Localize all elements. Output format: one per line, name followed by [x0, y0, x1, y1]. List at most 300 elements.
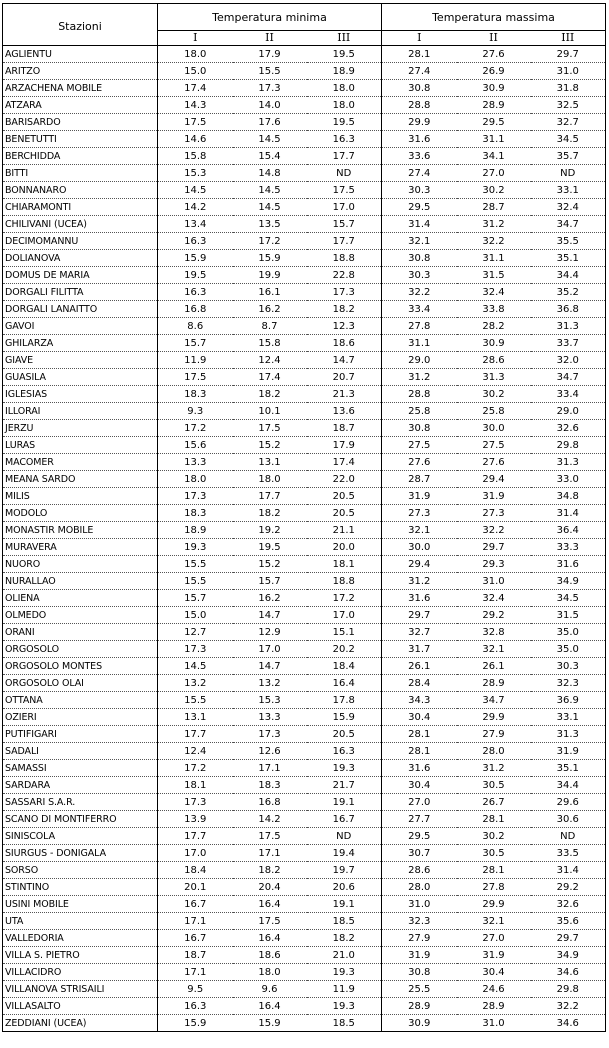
max-temp-period-1-cell: 28.1: [382, 743, 457, 760]
table-row: [3, 845, 606, 862]
min-temp-period-2-cell: 15.8: [233, 335, 307, 352]
max-period-1-header: I: [382, 31, 457, 46]
station-name-cell: MURAVERA: [3, 539, 158, 556]
max-temp-period-2-cell: 27.6: [457, 454, 531, 471]
station-name-cell: IGLESIAS: [3, 386, 158, 403]
table-header: [3, 4, 606, 46]
min-temp-period-2-cell: 17.5: [233, 828, 307, 845]
table-row: [3, 250, 606, 267]
min-temp-period-1-cell: 17.3: [158, 641, 233, 658]
min-temp-period-3-cell: 17.7: [307, 148, 382, 165]
station-name-cell: OLIENA: [3, 590, 158, 607]
table-row: [3, 709, 606, 726]
min-temp-period-2-cell: 16.8: [233, 794, 307, 811]
max-temp-period-2-cell: 31.9: [457, 488, 531, 505]
station-name-cell: DORGALI FILITTA: [3, 284, 158, 301]
max-temp-period-2-cell: 31.2: [457, 760, 531, 777]
station-name-cell: SADALI: [3, 743, 158, 760]
min-temp-period-2-cell: 14.7: [233, 658, 307, 675]
min-temp-period-3-cell: 19.7: [307, 862, 382, 879]
station-name-cell: ARITZO: [3, 63, 158, 80]
table-row: [3, 964, 606, 981]
station-name-cell: NUORO: [3, 556, 158, 573]
min-temp-period-1-cell: 16.3: [158, 233, 233, 250]
max-temp-period-3-cell: 32.7: [531, 114, 606, 131]
min-temp-period-1-cell: 16.3: [158, 998, 233, 1015]
min-temp-period-3-cell: 16.3: [307, 131, 382, 148]
max-temp-period-2-cell: 27.0: [457, 165, 531, 182]
min-temp-period-1-cell: 15.5: [158, 556, 233, 573]
table-row: [3, 403, 606, 420]
max-temp-period-1-cell: 30.8: [382, 80, 457, 97]
max-temp-period-2-cell: 29.4: [457, 471, 531, 488]
max-temp-period-2-cell: 27.3: [457, 505, 531, 522]
min-temp-period-1-cell: 18.0: [158, 46, 233, 63]
station-name-cell: OZIERI: [3, 709, 158, 726]
min-temp-period-3-cell: 21.0: [307, 947, 382, 964]
max-temp-period-3-cell: 29.6: [531, 794, 606, 811]
min-temp-period-3-cell: 17.2: [307, 590, 382, 607]
max-temp-period-3-cell: 35.7: [531, 148, 606, 165]
station-name-cell: SINISCOLA: [3, 828, 158, 845]
max-temp-period-1-cell: 32.7: [382, 624, 457, 641]
min-temp-period-2-cell: 15.4: [233, 148, 307, 165]
max-temp-period-2-cell: 32.1: [457, 913, 531, 930]
table-row: [3, 726, 606, 743]
min-temp-period-2-cell: 17.9: [233, 46, 307, 63]
min-temp-period-2-cell: 12.9: [233, 624, 307, 641]
max-temp-period-1-cell: 29.7: [382, 607, 457, 624]
max-temp-period-1-cell: 34.3: [382, 692, 457, 709]
max-temp-period-1-cell: 29.9: [382, 114, 457, 131]
max-temp-period-1-cell: 31.1: [382, 335, 457, 352]
max-temp-period-2-cell: 32.8: [457, 624, 531, 641]
min-temp-period-1-cell: 14.6: [158, 131, 233, 148]
max-temp-period-3-cell: 36.9: [531, 692, 606, 709]
max-temp-period-1-cell: 32.3: [382, 913, 457, 930]
max-temp-period-3-cell: 34.5: [531, 590, 606, 607]
station-name-cell: OTTANA: [3, 692, 158, 709]
table-row: [3, 335, 606, 352]
table-row: [3, 794, 606, 811]
max-temp-period-3-cell: 33.3: [531, 539, 606, 556]
max-temp-period-1-cell: 28.8: [382, 97, 457, 114]
max-temp-period-2-cell: 30.2: [457, 386, 531, 403]
min-temp-period-1-cell: 15.3: [158, 165, 233, 182]
table-row: [3, 760, 606, 777]
max-temp-period-3-cell: 30.3: [531, 658, 606, 675]
table-row: [3, 930, 606, 947]
min-temp-period-1-cell: 13.1: [158, 709, 233, 726]
min-temp-period-3-cell: 17.7: [307, 233, 382, 250]
min-temp-period-3-cell: 18.4: [307, 658, 382, 675]
min-temp-period-3-cell: 15.7: [307, 216, 382, 233]
max-temp-period-2-cell: 32.4: [457, 284, 531, 301]
min-temp-period-2-cell: 15.3: [233, 692, 307, 709]
min-temp-period-1-cell: 18.3: [158, 386, 233, 403]
max-temp-period-2-cell: 29.7: [457, 539, 531, 556]
max-temp-period-2-cell: 28.9: [457, 675, 531, 692]
max-temp-period-1-cell: 26.1: [382, 658, 457, 675]
max-temp-period-3-cell: 31.3: [531, 454, 606, 471]
min-temp-period-2-cell: 15.9: [233, 1015, 307, 1032]
max-temp-period-2-cell: 28.9: [457, 998, 531, 1015]
max-temp-period-3-cell: 29.8: [531, 981, 606, 998]
min-temp-period-3-cell: ND: [307, 828, 382, 845]
min-temp-period-2-cell: 8.7: [233, 318, 307, 335]
max-temp-period-2-cell: 29.9: [457, 896, 531, 913]
table-row: [3, 998, 606, 1015]
max-temp-period-1-cell: 31.6: [382, 590, 457, 607]
min-temp-period-2-cell: 9.6: [233, 981, 307, 998]
min-temp-period-1-cell: 12.7: [158, 624, 233, 641]
min-period-3-header: III: [307, 31, 382, 46]
min-temp-period-1-cell: 15.5: [158, 692, 233, 709]
min-temp-period-1-cell: 15.7: [158, 335, 233, 352]
max-temp-period-3-cell: 34.5: [531, 131, 606, 148]
station-name-cell: STINTINO: [3, 879, 158, 896]
min-temp-period-2-cell: 14.5: [233, 199, 307, 216]
max-temp-period-1-cell: 27.0: [382, 794, 457, 811]
min-temp-period-3-cell: 12.3: [307, 318, 382, 335]
min-temp-period-2-cell: 16.4: [233, 896, 307, 913]
max-temp-period-1-cell: 29.0: [382, 352, 457, 369]
max-temp-period-1-cell: 25.5: [382, 981, 457, 998]
max-temp-period-2-cell: 27.9: [457, 726, 531, 743]
min-temp-period-1-cell: 15.8: [158, 148, 233, 165]
table-row: [3, 573, 606, 590]
max-temp-period-3-cell: 35.0: [531, 641, 606, 658]
max-temp-period-3-cell: 35.1: [531, 250, 606, 267]
station-name-cell: VILLANOVA STRISAILI: [3, 981, 158, 998]
min-temp-period-1-cell: 15.0: [158, 607, 233, 624]
min-temp-period-1-cell: 13.4: [158, 216, 233, 233]
min-temp-period-3-cell: 18.1: [307, 556, 382, 573]
max-temp-period-3-cell: 29.7: [531, 930, 606, 947]
station-name-cell: OLMEDO: [3, 607, 158, 624]
min-temp-period-3-cell: 18.2: [307, 930, 382, 947]
table-row: [3, 437, 606, 454]
max-temp-period-2-cell: 28.1: [457, 862, 531, 879]
max-temp-period-2-cell: 30.9: [457, 80, 531, 97]
max-temp-period-2-cell: 29.5: [457, 114, 531, 131]
min-temp-period-3-cell: 22.8: [307, 267, 382, 284]
min-temp-period-3-cell: 18.8: [307, 250, 382, 267]
max-temp-period-3-cell: 31.6: [531, 556, 606, 573]
min-temp-period-1-cell: 9.3: [158, 403, 233, 420]
min-temp-period-1-cell: 17.1: [158, 913, 233, 930]
min-temp-period-1-cell: 17.7: [158, 726, 233, 743]
table-row: [3, 369, 606, 386]
max-temp-period-1-cell: 31.7: [382, 641, 457, 658]
max-temp-period-3-cell: ND: [531, 828, 606, 845]
station-name-cell: MEANA SARDO: [3, 471, 158, 488]
max-temp-period-3-cell: 33.1: [531, 709, 606, 726]
max-temp-period-3-cell: 34.9: [531, 573, 606, 590]
max-temp-period-2-cell: 30.4: [457, 964, 531, 981]
min-temp-period-1-cell: 18.4: [158, 862, 233, 879]
min-temp-period-2-cell: 18.2: [233, 862, 307, 879]
table-row: [3, 522, 606, 539]
min-temp-period-2-cell: 17.1: [233, 845, 307, 862]
max-temp-period-3-cell: 36.8: [531, 301, 606, 318]
min-temp-period-1-cell: 17.3: [158, 794, 233, 811]
min-temp-period-2-cell: 15.2: [233, 556, 307, 573]
min-temp-period-2-cell: 13.3: [233, 709, 307, 726]
max-temp-period-3-cell: 35.5: [531, 233, 606, 250]
table-row: [3, 811, 606, 828]
max-temp-period-2-cell: 29.3: [457, 556, 531, 573]
table-row: [3, 318, 606, 335]
min-temp-period-1-cell: 19.5: [158, 267, 233, 284]
min-temp-period-2-cell: 17.5: [233, 913, 307, 930]
min-temp-period-2-cell: 16.4: [233, 998, 307, 1015]
max-temp-period-2-cell: 32.4: [457, 590, 531, 607]
table-row: [3, 947, 606, 964]
min-temp-period-2-cell: 17.5: [233, 420, 307, 437]
min-temp-period-3-cell: 18.9: [307, 63, 382, 80]
min-temp-period-1-cell: 14.3: [158, 97, 233, 114]
min-temperature-header: Temperatura minima: [158, 4, 382, 31]
max-temp-period-3-cell: 31.9: [531, 743, 606, 760]
min-temp-period-2-cell: 15.9: [233, 250, 307, 267]
table-body: [3, 46, 606, 1032]
max-temp-period-1-cell: 30.8: [382, 250, 457, 267]
max-temp-period-1-cell: 28.7: [382, 471, 457, 488]
max-temp-period-1-cell: 28.1: [382, 46, 457, 63]
min-temp-period-3-cell: 17.8: [307, 692, 382, 709]
station-name-cell: ATZARA: [3, 97, 158, 114]
min-temp-period-3-cell: 19.1: [307, 896, 382, 913]
min-temp-period-2-cell: 16.1: [233, 284, 307, 301]
max-temp-period-2-cell: 33.8: [457, 301, 531, 318]
min-temp-period-1-cell: 17.1: [158, 964, 233, 981]
min-temp-period-3-cell: 19.3: [307, 998, 382, 1015]
station-name-cell: DORGALI LANAITTO: [3, 301, 158, 318]
max-temp-period-1-cell: 30.8: [382, 420, 457, 437]
min-temp-period-3-cell: 19.5: [307, 114, 382, 131]
min-temp-period-2-cell: 12.6: [233, 743, 307, 760]
max-temp-period-3-cell: 29.0: [531, 403, 606, 420]
table-row: [3, 199, 606, 216]
max-temp-period-2-cell: 30.5: [457, 777, 531, 794]
min-temp-period-2-cell: 15.7: [233, 573, 307, 590]
max-temp-period-1-cell: 30.4: [382, 777, 457, 794]
max-temp-period-1-cell: 28.0: [382, 879, 457, 896]
min-temp-period-3-cell: 20.5: [307, 726, 382, 743]
max-temp-period-3-cell: 33.1: [531, 182, 606, 199]
table-row: [3, 488, 606, 505]
max-temp-period-1-cell: 31.9: [382, 488, 457, 505]
max-temp-period-2-cell: 34.1: [457, 148, 531, 165]
table-row: [3, 216, 606, 233]
min-temp-period-2-cell: 14.8: [233, 165, 307, 182]
max-temp-period-1-cell: 32.1: [382, 233, 457, 250]
min-temp-period-1-cell: 19.3: [158, 539, 233, 556]
min-temp-period-3-cell: 21.7: [307, 777, 382, 794]
max-temp-period-1-cell: 31.6: [382, 760, 457, 777]
table-row: [3, 471, 606, 488]
max-temp-period-1-cell: 30.8: [382, 964, 457, 981]
min-temp-period-1-cell: 16.3: [158, 284, 233, 301]
min-temp-period-2-cell: 17.1: [233, 760, 307, 777]
min-temp-period-3-cell: 16.7: [307, 811, 382, 828]
min-temp-period-3-cell: 17.9: [307, 437, 382, 454]
min-temp-period-1-cell: 17.7: [158, 828, 233, 845]
max-temp-period-3-cell: 32.0: [531, 352, 606, 369]
min-temp-period-1-cell: 16.7: [158, 930, 233, 947]
station-name-cell: ORGOSOLO OLAI: [3, 675, 158, 692]
table-row: [3, 267, 606, 284]
table-row: [3, 981, 606, 998]
station-name-cell: SARDARA: [3, 777, 158, 794]
max-temp-period-2-cell: 26.7: [457, 794, 531, 811]
max-temp-period-2-cell: 32.2: [457, 522, 531, 539]
max-period-3-header: III: [531, 31, 606, 46]
station-name-cell: NURALLAO: [3, 573, 158, 590]
max-temp-period-1-cell: 29.5: [382, 828, 457, 845]
min-temp-period-2-cell: 14.5: [233, 182, 307, 199]
max-temp-period-2-cell: 31.1: [457, 250, 531, 267]
table-row: [3, 386, 606, 403]
max-temp-period-3-cell: 31.8: [531, 80, 606, 97]
station-name-cell: CHIARAMONTI: [3, 199, 158, 216]
max-temp-period-2-cell: 31.0: [457, 1015, 531, 1032]
max-temp-period-2-cell: 31.0: [457, 573, 531, 590]
max-temp-period-1-cell: 30.4: [382, 709, 457, 726]
min-temp-period-3-cell: 21.1: [307, 522, 382, 539]
table-row: [3, 743, 606, 760]
table-row: [3, 624, 606, 641]
min-temp-period-3-cell: ND: [307, 165, 382, 182]
max-temp-period-2-cell: 27.0: [457, 930, 531, 947]
max-temp-period-2-cell: 31.2: [457, 216, 531, 233]
min-temp-period-2-cell: 18.6: [233, 947, 307, 964]
max-temp-period-3-cell: 35.6: [531, 913, 606, 930]
station-name-cell: BONNANARO: [3, 182, 158, 199]
min-temp-period-2-cell: 18.0: [233, 471, 307, 488]
max-temp-period-1-cell: 25.8: [382, 403, 457, 420]
max-temp-period-1-cell: 29.5: [382, 199, 457, 216]
min-temp-period-2-cell: 14.7: [233, 607, 307, 624]
table-row: [3, 301, 606, 318]
max-temp-period-3-cell: 35.1: [531, 760, 606, 777]
min-temp-period-3-cell: 19.3: [307, 760, 382, 777]
max-temp-period-3-cell: 35.2: [531, 284, 606, 301]
max-temp-period-3-cell: 35.0: [531, 624, 606, 641]
min-temp-period-1-cell: 15.5: [158, 573, 233, 590]
max-temp-period-3-cell: 34.6: [531, 1015, 606, 1032]
min-temp-period-3-cell: 20.6: [307, 879, 382, 896]
max-temp-period-2-cell: 28.9: [457, 97, 531, 114]
table-row: [3, 80, 606, 97]
min-temp-period-3-cell: 20.0: [307, 539, 382, 556]
station-name-cell: ORGOSOLO: [3, 641, 158, 658]
station-name-cell: SIURGUS - DONIGALA: [3, 845, 158, 862]
station-name-cell: VILLA S. PIETRO: [3, 947, 158, 964]
max-temp-period-2-cell: 27.8: [457, 879, 531, 896]
min-temp-period-1-cell: 15.9: [158, 1015, 233, 1032]
min-temp-period-2-cell: 18.2: [233, 505, 307, 522]
min-temp-period-2-cell: 19.2: [233, 522, 307, 539]
min-temp-period-3-cell: 13.6: [307, 403, 382, 420]
min-temp-period-1-cell: 15.6: [158, 437, 233, 454]
max-temp-period-2-cell: 28.6: [457, 352, 531, 369]
station-name-cell: CHILIVANI (UCEA): [3, 216, 158, 233]
station-name-cell: SASSARI S.A.R.: [3, 794, 158, 811]
table-row: [3, 114, 606, 131]
table-row: [3, 675, 606, 692]
min-temp-period-1-cell: 16.7: [158, 896, 233, 913]
station-name-cell: ORANI: [3, 624, 158, 641]
max-temp-period-3-cell: 31.0: [531, 63, 606, 80]
table-row: [3, 658, 606, 675]
min-temp-period-3-cell: 19.3: [307, 964, 382, 981]
station-name-cell: JERZU: [3, 420, 158, 437]
max-temp-period-1-cell: 27.5: [382, 437, 457, 454]
station-name-cell: ZEDDIANI (UCEA): [3, 1015, 158, 1032]
station-name-cell: AGLIENTU: [3, 46, 158, 63]
min-period-1-header: I: [158, 31, 233, 46]
min-temp-period-1-cell: 11.9: [158, 352, 233, 369]
min-temp-period-3-cell: 20.5: [307, 488, 382, 505]
max-temp-period-1-cell: 27.6: [382, 454, 457, 471]
table-row: [3, 420, 606, 437]
station-name-cell: ILLORAI: [3, 403, 158, 420]
table-row: [3, 777, 606, 794]
table-row: [3, 131, 606, 148]
max-temp-period-1-cell: 31.6: [382, 131, 457, 148]
max-temp-period-1-cell: 31.2: [382, 573, 457, 590]
min-temp-period-3-cell: 15.1: [307, 624, 382, 641]
table-row: [3, 233, 606, 250]
table-row: [3, 556, 606, 573]
station-name-cell: SAMASSI: [3, 760, 158, 777]
max-temp-period-3-cell: 29.7: [531, 46, 606, 63]
station-name-cell: GUASILA: [3, 369, 158, 386]
max-temp-period-1-cell: 27.3: [382, 505, 457, 522]
max-temp-period-3-cell: 29.8: [531, 437, 606, 454]
min-temp-period-1-cell: 18.9: [158, 522, 233, 539]
max-temp-period-3-cell: 32.6: [531, 420, 606, 437]
min-temp-period-1-cell: 14.5: [158, 182, 233, 199]
min-temp-period-1-cell: 17.0: [158, 845, 233, 862]
station-name-cell: MODOLO: [3, 505, 158, 522]
max-temp-period-2-cell: 27.5: [457, 437, 531, 454]
station-name-cell: GHILARZA: [3, 335, 158, 352]
max-temp-period-2-cell: 31.1: [457, 131, 531, 148]
min-temp-period-2-cell: 16.4: [233, 930, 307, 947]
station-name-cell: MILIS: [3, 488, 158, 505]
max-temp-period-2-cell: 28.7: [457, 199, 531, 216]
table-row: [3, 505, 606, 522]
table-row: [3, 862, 606, 879]
min-temp-period-1-cell: 17.5: [158, 114, 233, 131]
station-name-cell: BITTI: [3, 165, 158, 182]
max-temp-period-1-cell: 27.4: [382, 63, 457, 80]
min-temp-period-1-cell: 18.0: [158, 471, 233, 488]
max-temp-period-2-cell: 30.9: [457, 335, 531, 352]
min-temp-period-3-cell: 19.4: [307, 845, 382, 862]
station-name-cell: DOMUS DE MARIA: [3, 267, 158, 284]
max-temp-period-1-cell: 33.4: [382, 301, 457, 318]
max-temp-period-1-cell: 28.6: [382, 862, 457, 879]
min-period-2-header: II: [233, 31, 307, 46]
max-temp-period-1-cell: 27.8: [382, 318, 457, 335]
station-name-cell: MONASTIR MOBILE: [3, 522, 158, 539]
min-temp-period-1-cell: 8.6: [158, 318, 233, 335]
max-temp-period-2-cell: 32.2: [457, 233, 531, 250]
